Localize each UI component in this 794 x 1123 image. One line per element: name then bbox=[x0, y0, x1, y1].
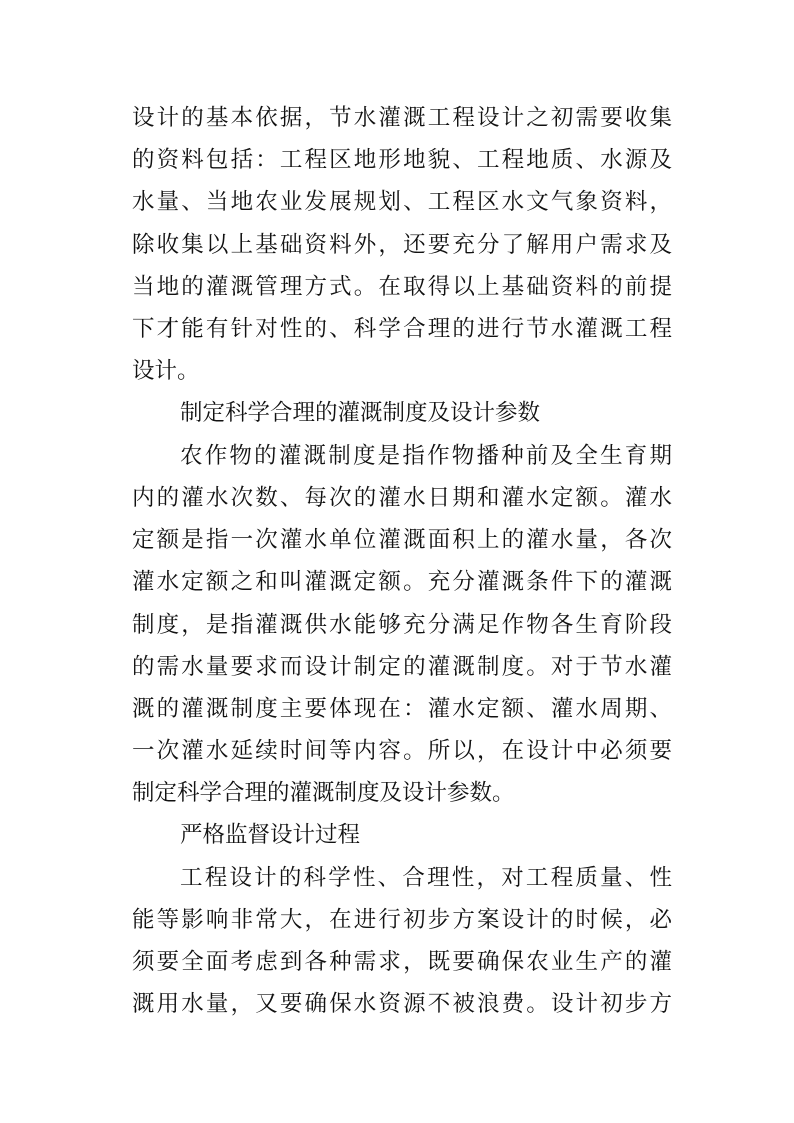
section-heading: 制定科学合理的灌溉制度及设计参数 bbox=[180, 400, 541, 426]
text-line: 的需水量要求而设计制定的灌溉制度。对于节水灌 bbox=[132, 654, 672, 680]
text-line: 农作物的灌溉制度是指作物播种前及全生育期 bbox=[180, 443, 672, 469]
text-line: 水量、当地农业发展规划、工程区水文气象资料， bbox=[132, 189, 672, 215]
text-line: 溉用水量，又要确保水资源不被浪费。设计初步方 bbox=[132, 991, 672, 1017]
text-line: 的资料包括：工程区地形地貌、工程地质、水源及 bbox=[132, 147, 672, 173]
text-line: 须要全面考虑到各种需求，既要确保农业生产的灌 bbox=[132, 949, 672, 975]
text-line: 当地的灌溉管理方式。在取得以上基础资料的前提 bbox=[132, 274, 672, 300]
text-line: 工程设计的科学性、合理性，对工程质量、性 bbox=[180, 865, 672, 891]
text-line: 除收集以上基础资料外，还要充分了解用户需求及 bbox=[132, 232, 672, 258]
text-line: 设计。 bbox=[132, 358, 200, 384]
text-line: 内的灌水次数、每次的灌水日期和灌水定额。灌水 bbox=[132, 485, 672, 511]
section-heading: 严格监督设计过程 bbox=[180, 822, 361, 848]
text-line: 溉的灌溉制度主要体现在：灌水定额、灌水周期、 bbox=[132, 696, 672, 722]
text-line: 制定科学合理的灌溉制度及设计参数。 bbox=[132, 780, 515, 806]
text-line: 制度，是指灌溉供水能够充分满足作物各生育阶段 bbox=[132, 612, 672, 638]
text-line: 设计的基本依据，节水灌溉工程设计之初需要收集 bbox=[132, 105, 672, 131]
text-line: 能等影响非常大，在进行初步方案设计的时候，必 bbox=[132, 907, 672, 933]
text-line: 灌水定额之和叫灌溉定额。充分灌溉条件下的灌溉 bbox=[132, 569, 672, 595]
text-line: 定额是指一次灌水单位灌溉面积上的灌水量，各次 bbox=[132, 527, 672, 553]
text-line: 一次灌水延续时间等内容。所以，在设计中必须要 bbox=[132, 738, 672, 764]
text-line: 下才能有针对性的、科学合理的进行节水灌溉工程 bbox=[132, 316, 672, 342]
